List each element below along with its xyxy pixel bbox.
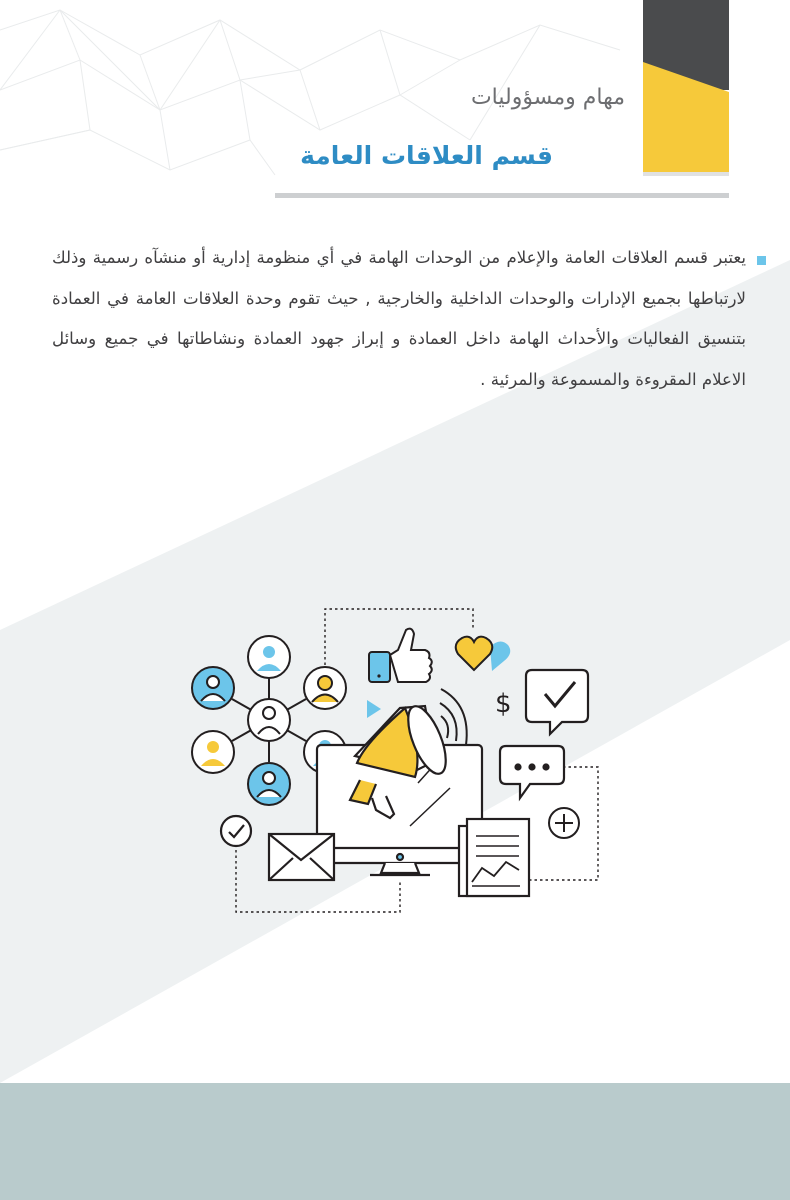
page-subtitle: مهام ومسؤوليات [470,85,625,110]
dollar-sign-icon: $ [495,689,512,719]
envelope-icon [269,834,334,880]
footer-band [0,1083,790,1200]
thumbs-up-icon [369,629,432,682]
body-paragraph: يعتبر قسم العلاقات العامة والإعلام من الوحدات الهامة في أي منظومة إدارية أو منشآه رسمية وذلك لارتباطها بجميع الإدارات والوحدات الداخلية والخارجية , حيث تقوم وحدة العلاقات العامة في العمادة بتنسيق الفعاليات والأحداث الهامة داخل العمادة و إبراز جهود العمادة ونشاطاتها في جميع وسائل الاعلام المقروءة والمسموعة والمرئية . [52,248,746,389]
document-chart-icon [459,819,529,896]
hearts-icon [456,637,511,671]
sound-waves-icon [440,689,467,745]
page-title: قسم العلاقات العامة [300,141,553,170]
plus-circle-icon [549,808,579,838]
check-circle-icon [221,816,251,846]
public-relations-illustration [180,595,620,925]
header-divider [275,193,729,198]
bullet-square-icon [757,256,766,265]
checkmark-speech-bubble-icon [526,670,588,734]
play-icon [367,700,381,718]
chat-dots-bubble-icon [500,746,564,798]
